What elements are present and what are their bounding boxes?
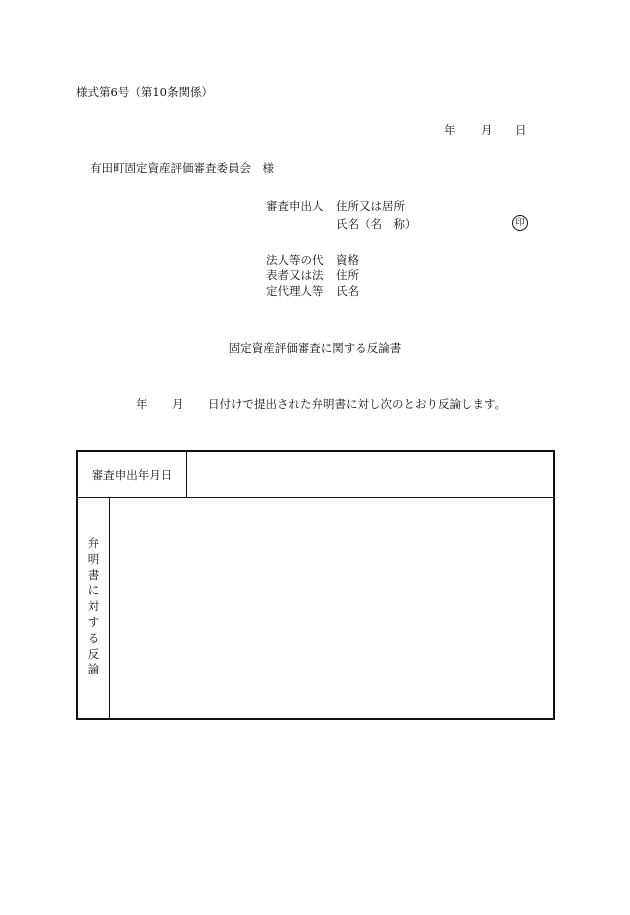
date-year-label: 年 [444, 123, 456, 137]
rebuttal-label-char: 論 [87, 662, 100, 677]
corporate-rep-name-label: 氏名 [336, 284, 359, 298]
rebuttal-label-char: 反 [87, 646, 100, 661]
statement-month-label: 月 [172, 397, 184, 411]
date-day-label: 日 [515, 123, 527, 137]
corporate-rep-label-line-3: 定代理人等 [266, 284, 324, 298]
statement-year-label: 年 [136, 397, 148, 411]
rebuttal-vertical-label [78, 536, 109, 678]
rebuttal-label-char: る [87, 630, 100, 645]
seal-mark: 印 [512, 215, 528, 231]
rebuttal-label-char: に [87, 583, 100, 598]
rebuttal-label-char: 書 [87, 567, 100, 582]
applicant-address-label: 住所又は居所 [336, 199, 405, 213]
application-date-label: 審査申出年月日 [78, 452, 187, 497]
corporate-rep-qualification-label: 資格 [336, 253, 359, 267]
application-date-row [78, 452, 553, 498]
date-month-label: 月 [481, 123, 493, 137]
application-date-field[interactable] [187, 452, 553, 497]
statement-text: 日付けで提出された弁明書に対し次のとおり反論します。 [208, 397, 507, 411]
applicant-name-label: 氏名（名 称） [336, 217, 417, 231]
corporate-rep-label-line-2: 表者又は法 [266, 268, 324, 282]
rebuttal-body-field[interactable] [110, 498, 553, 718]
rebuttal-label-cell [78, 498, 110, 718]
rebuttal-label-char: す [87, 614, 100, 629]
form-table [76, 450, 555, 720]
addressee: 有田町固定資産評価審査委員会 様 [90, 161, 274, 175]
rebuttal-label-char: 対 [87, 599, 100, 614]
corporate-rep-address-label: 住所 [336, 268, 359, 282]
corporate-rep-label-line-1: 法人等の代 [266, 253, 324, 267]
document-title: 固定資産評価審査に関する反論書 [228, 341, 402, 355]
applicant-label: 審査申出人 [266, 199, 324, 213]
form-number: 様式第6号（第10条関係） [76, 85, 213, 99]
rebuttal-label-char: 明 [87, 551, 100, 566]
rebuttal-label-char: 弁 [87, 536, 100, 550]
